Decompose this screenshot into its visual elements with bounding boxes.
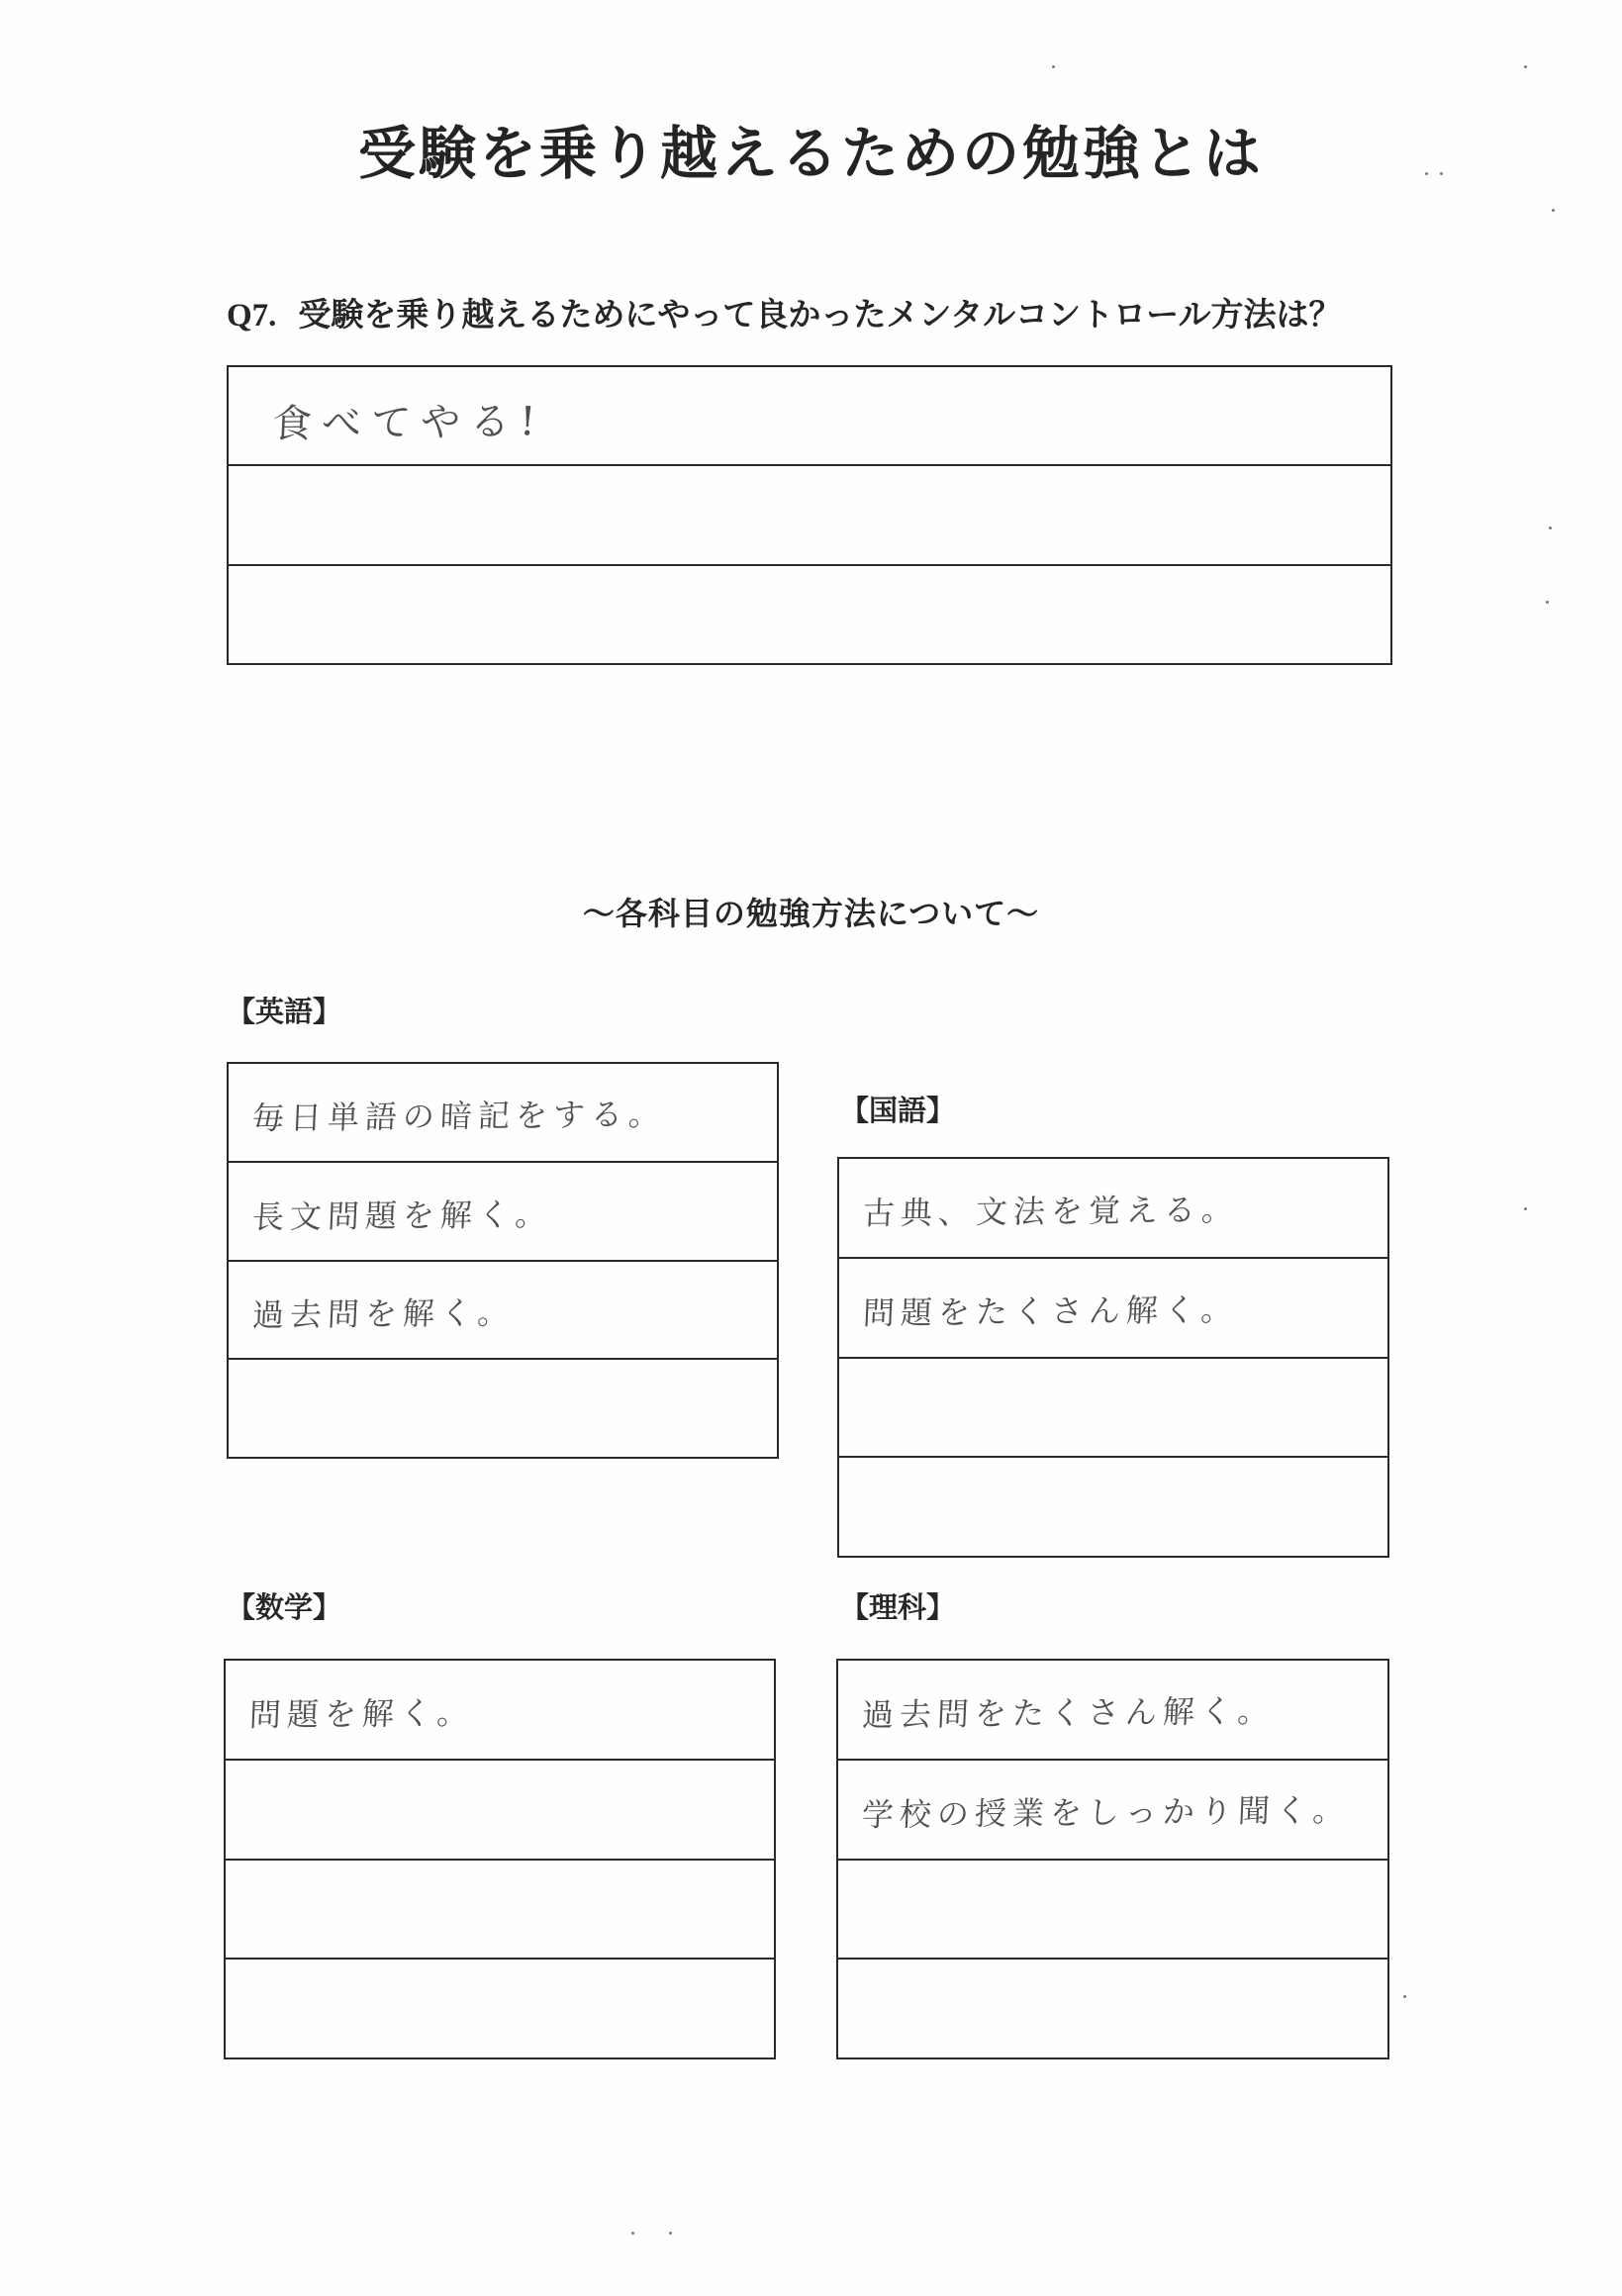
answer-row	[229, 1163, 777, 1262]
section-heading: ～各科目の勉強方法について～	[582, 895, 1040, 932]
answer-row	[226, 1761, 774, 1861]
answer-row	[839, 1159, 1387, 1259]
handwritten-answer: 問題をたくさん解く。	[862, 1291, 1240, 1333]
subject-label-math: 【数学】	[227, 1590, 342, 1624]
scan-speck	[1549, 526, 1552, 529]
scan-speck	[1524, 1207, 1527, 1210]
handwritten-answer: 食べてやる!	[271, 399, 547, 448]
answer-row	[229, 1064, 777, 1163]
japanese-answer-box	[837, 1157, 1389, 1558]
science-answer-box	[836, 1659, 1389, 2059]
answer-row	[838, 1861, 1387, 1961]
handwritten-answer: 毎日単語の暗記をする。	[251, 1095, 667, 1137]
answer-row	[226, 1861, 774, 1961]
scan-speck	[1440, 172, 1443, 175]
handwritten-answer: 過去問をたくさん解く。	[861, 1691, 1277, 1735]
subject-label-science: 【理科】	[840, 1590, 956, 1624]
math-answer-box	[224, 1659, 776, 2059]
scan-speck	[1524, 65, 1527, 68]
scan-speck	[1052, 65, 1055, 68]
handwritten-answer: 過去問を解く。	[251, 1293, 517, 1335]
answer-row	[229, 367, 1390, 466]
question-q7	[227, 294, 1341, 335]
answer-row	[226, 1661, 774, 1761]
answer-row	[229, 1360, 777, 1457]
english-answer-box	[227, 1062, 779, 1459]
answer-row	[229, 466, 1390, 565]
answer-row	[838, 1661, 1387, 1761]
answer-row	[838, 1761, 1387, 1861]
question-number: Q7.	[227, 298, 277, 334]
answer-row	[839, 1458, 1387, 1556]
question-text: 受験を乗り越えるためにやって良かったメンタルコントロール方法は？	[298, 295, 1342, 334]
answer-row	[226, 1960, 774, 2057]
handwritten-answer: 問題を解く。	[248, 1693, 476, 1735]
handwritten-answer: 古典、文法を覚える。	[862, 1191, 1240, 1233]
answer-row	[839, 1259, 1387, 1359]
scan-speck	[1552, 209, 1555, 212]
subject-label-japanese: 【国語】	[840, 1094, 956, 1127]
scan-speck	[631, 2232, 634, 2235]
answer-row	[839, 1359, 1387, 1459]
scan-speck	[1425, 172, 1428, 175]
answer-row	[838, 1960, 1387, 2057]
answer-row	[229, 1262, 777, 1361]
scan-speck	[1546, 601, 1549, 604]
handwritten-answer: 長文問題を解く。	[251, 1195, 554, 1236]
answer-row	[229, 566, 1390, 663]
scan-speck	[1403, 1995, 1406, 1998]
subject-label-english: 【英語】	[227, 995, 342, 1028]
handwritten-answer: 学校の授業をしっかり聞く。	[861, 1790, 1352, 1835]
page-title: 受験を乗り越えるための勉強とは	[357, 120, 1264, 187]
q7-answer-box	[227, 365, 1392, 665]
scan-speck	[669, 2232, 672, 2235]
